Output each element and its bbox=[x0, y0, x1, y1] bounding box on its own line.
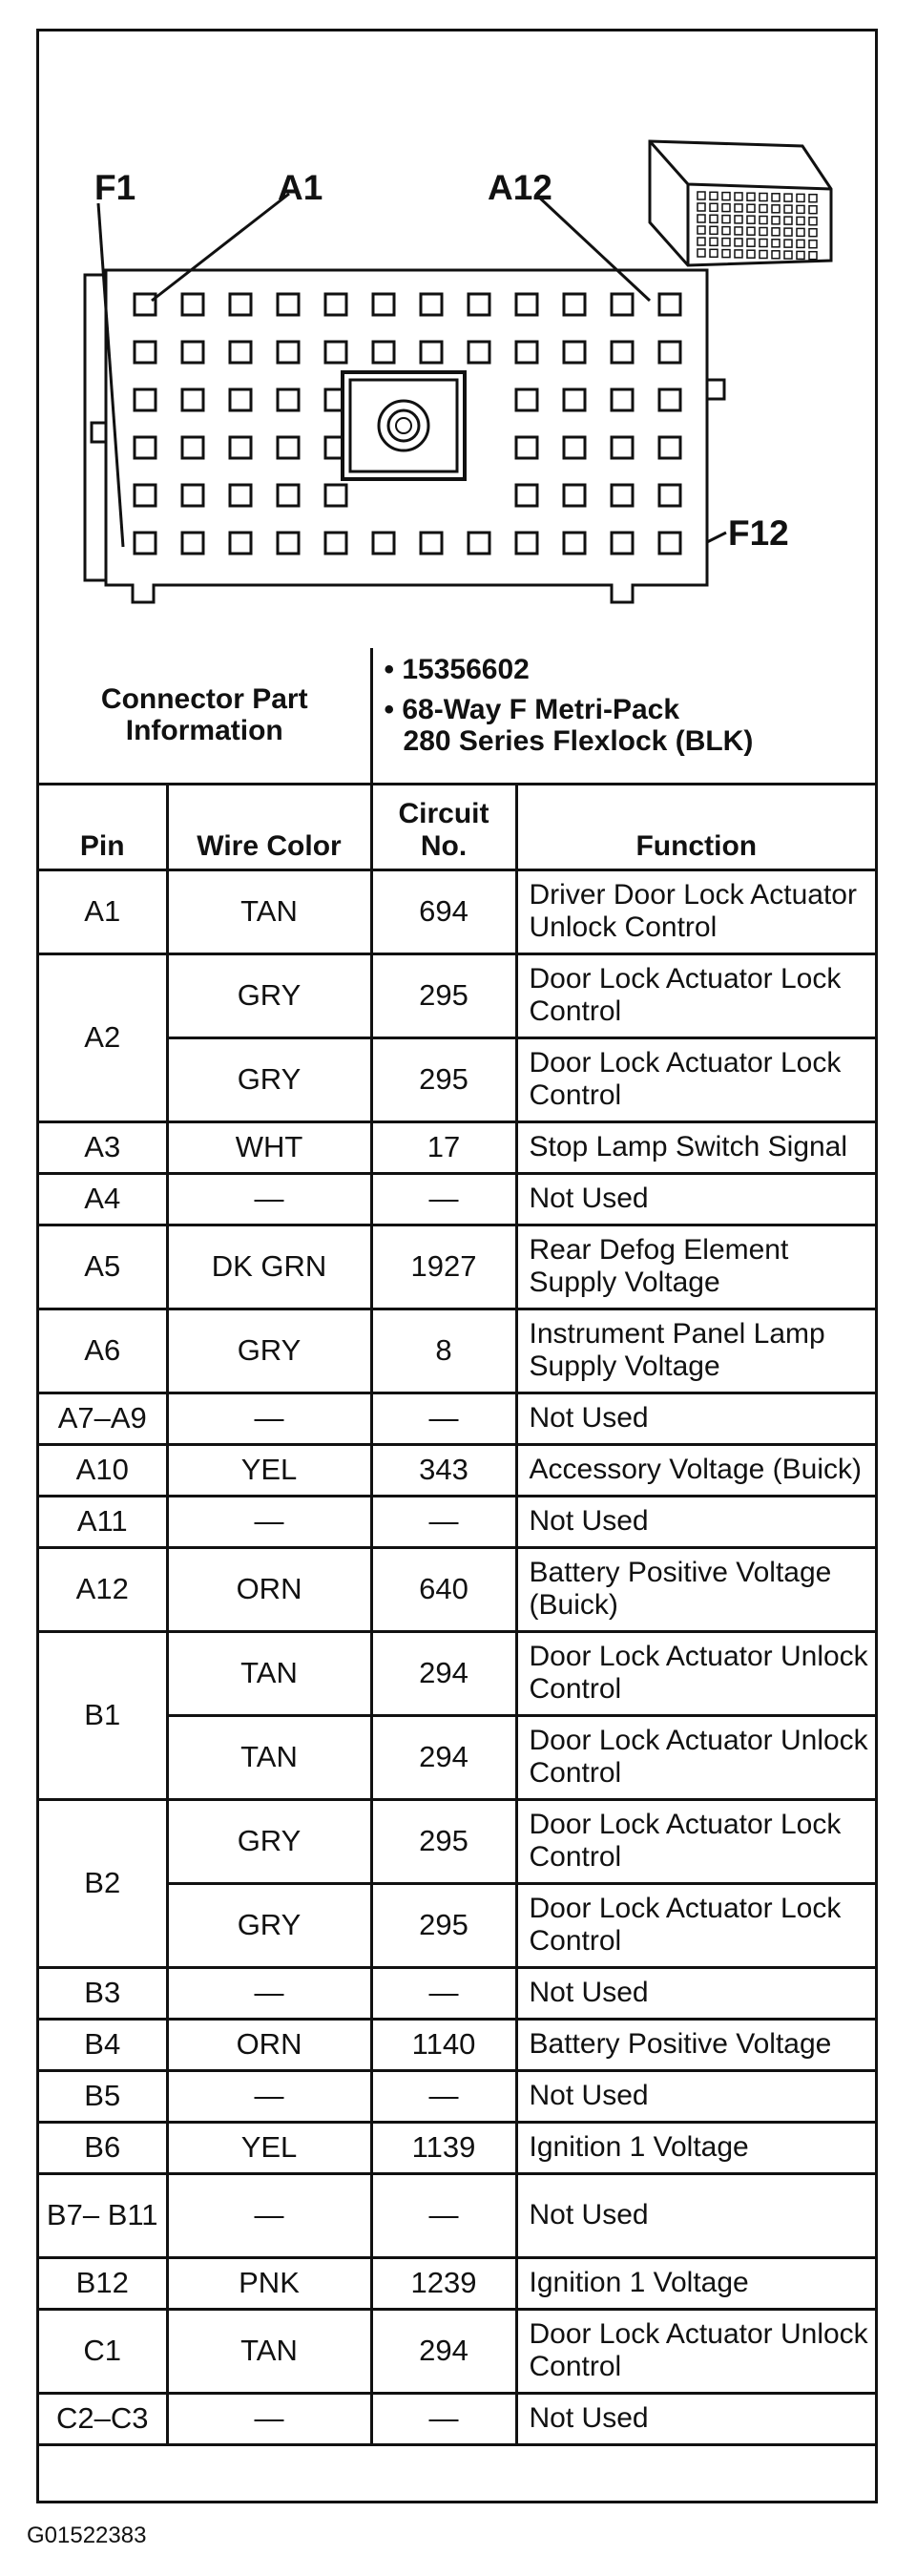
pin-cell: A3 bbox=[39, 1121, 167, 1173]
cavity bbox=[516, 294, 537, 315]
cavity bbox=[135, 485, 156, 506]
circuit-cell: — bbox=[371, 1967, 516, 2019]
function-cell: Accessory Voltage (Buick) bbox=[516, 1444, 875, 1496]
wire-color-cell: GRY bbox=[167, 1883, 371, 1967]
circuit-cell: 694 bbox=[371, 869, 516, 953]
circuit-cell: 1139 bbox=[371, 2122, 516, 2173]
circuit-cell: 1927 bbox=[371, 1225, 516, 1309]
function-cell: Not Used bbox=[516, 1967, 875, 2019]
function-cell: Instrument Panel Lamp Supply Voltage bbox=[516, 1309, 875, 1393]
cavity bbox=[659, 437, 680, 458]
function-cell: Not Used bbox=[516, 1173, 875, 1225]
table-row bbox=[39, 869, 875, 953]
cavity bbox=[230, 485, 251, 506]
pin-cell: C1 bbox=[39, 2309, 167, 2393]
wire-color-cell: — bbox=[167, 1393, 371, 1444]
table-row bbox=[39, 1547, 875, 1631]
wire-color-cell: — bbox=[167, 2070, 371, 2122]
pin-cell: B3 bbox=[39, 1967, 167, 2019]
circuit-cell: 1239 bbox=[371, 2257, 516, 2309]
header-wire-color: Wire Color bbox=[167, 784, 371, 869]
wire-color-cell: GRY bbox=[167, 1799, 371, 1883]
table-row bbox=[39, 1496, 875, 1547]
function-cell: Door Lock Actuator Lock Control bbox=[516, 1799, 875, 1883]
connector-iso-icon bbox=[650, 141, 831, 265]
cavity bbox=[325, 533, 346, 554]
callout-f1: F1 bbox=[94, 168, 136, 207]
part-description-1: 68-Way F Metri-Pack bbox=[402, 693, 680, 725]
pin-cell: A1 bbox=[39, 869, 167, 953]
function-cell: Ignition 1 Voltage bbox=[516, 2122, 875, 2173]
cavity bbox=[564, 485, 585, 506]
table-row bbox=[39, 2122, 875, 2173]
cavity bbox=[659, 389, 680, 410]
cavity bbox=[230, 294, 251, 315]
function-cell: Not Used bbox=[516, 2070, 875, 2122]
circuit-cell: 1140 bbox=[371, 2019, 516, 2070]
part-number: 15356602 bbox=[402, 654, 530, 685]
circuit-cell: 294 bbox=[371, 1715, 516, 1799]
wire-color-cell: YEL bbox=[167, 1444, 371, 1496]
pin-cell: A7–A9 bbox=[39, 1393, 167, 1444]
connector-part-info: • 15356602 • 68-Way F Metri-Pack 280 Series Flexlock (BLK) bbox=[371, 648, 875, 784]
pin-cell: A12 bbox=[39, 1547, 167, 1631]
header-circuit-no: Circuit No. bbox=[371, 784, 516, 869]
table-row bbox=[39, 1799, 875, 1883]
wire-color-cell: PNK bbox=[167, 2257, 371, 2309]
circuit-cell: — bbox=[371, 2393, 516, 2444]
circuit-cell: — bbox=[371, 2070, 516, 2122]
circuit-cell: 8 bbox=[371, 1309, 516, 1393]
cavity bbox=[278, 342, 299, 363]
connector-sheet bbox=[36, 29, 878, 2503]
cavity bbox=[468, 342, 489, 363]
pin-cell: B12 bbox=[39, 2257, 167, 2309]
circuit-cell: — bbox=[371, 1496, 516, 1547]
pin-cell: B6 bbox=[39, 2122, 167, 2173]
table-row bbox=[39, 2173, 875, 2257]
cavity bbox=[659, 485, 680, 506]
cavity bbox=[278, 294, 299, 315]
wire-color-cell: ORN bbox=[167, 2019, 371, 2070]
function-cell: Not Used bbox=[516, 1496, 875, 1547]
wire-color-cell: WHT bbox=[167, 1121, 371, 1173]
cavity bbox=[135, 533, 156, 554]
function-cell: Not Used bbox=[516, 2173, 875, 2257]
function-cell: Door Lock Actuator Unlock Control bbox=[516, 1715, 875, 1799]
function-cell: Door Lock Actuator Unlock Control bbox=[516, 1631, 875, 1715]
callout-f12: F12 bbox=[728, 513, 789, 553]
cavity bbox=[278, 485, 299, 506]
cavity bbox=[516, 485, 537, 506]
pin-cell: A4 bbox=[39, 1173, 167, 1225]
function-cell: Door Lock Actuator Unlock Control bbox=[516, 2309, 875, 2393]
circuit-cell: 640 bbox=[371, 1547, 516, 1631]
cavity bbox=[564, 342, 585, 363]
table-row bbox=[39, 2309, 875, 2393]
part-description-2: 280 Series Flexlock (BLK) bbox=[403, 725, 754, 758]
connector-info-label: Connector Part Information bbox=[39, 648, 371, 784]
cavity bbox=[564, 437, 585, 458]
function-cell: Battery Positive Voltage bbox=[516, 2019, 875, 2070]
pin-cell: A5 bbox=[39, 1225, 167, 1309]
pin-cell: B2 bbox=[39, 1799, 167, 1967]
pinout-table bbox=[39, 648, 875, 2446]
circuit-cell: 295 bbox=[371, 1883, 516, 1967]
wire-color-cell: GRY bbox=[167, 1309, 371, 1393]
table-row bbox=[39, 953, 875, 1037]
function-cell: Door Lock Actuator Lock Control bbox=[516, 1037, 875, 1121]
cavity bbox=[182, 342, 203, 363]
circuit-cell: 343 bbox=[371, 1444, 516, 1496]
cavity bbox=[421, 533, 442, 554]
circuit-cell: 17 bbox=[371, 1121, 516, 1173]
table-row bbox=[39, 1309, 875, 1393]
cavity bbox=[421, 342, 442, 363]
wire-color-cell: GRY bbox=[167, 1037, 371, 1121]
cavity bbox=[182, 437, 203, 458]
header-pin: Pin bbox=[39, 784, 167, 869]
cavity bbox=[278, 389, 299, 410]
cavity bbox=[564, 389, 585, 410]
circuit-cell: — bbox=[371, 1173, 516, 1225]
cavity bbox=[230, 342, 251, 363]
cavity bbox=[373, 294, 394, 315]
wire-color-cell: — bbox=[167, 1496, 371, 1547]
wire-color-cell: — bbox=[167, 1173, 371, 1225]
function-cell: Not Used bbox=[516, 2393, 875, 2444]
circuit-cell: 295 bbox=[371, 1799, 516, 1883]
table-row bbox=[39, 2019, 875, 2070]
pin-cell: C2–C3 bbox=[39, 2393, 167, 2444]
cavity bbox=[659, 342, 680, 363]
table-row bbox=[39, 1967, 875, 2019]
pin-cell: A2 bbox=[39, 953, 167, 1121]
pin-cell: A6 bbox=[39, 1309, 167, 1393]
cavity bbox=[516, 437, 537, 458]
cavity bbox=[182, 533, 203, 554]
function-cell: Not Used bbox=[516, 1393, 875, 1444]
wire-color-cell: — bbox=[167, 2393, 371, 2444]
function-cell: Battery Positive Voltage (Buick) bbox=[516, 1547, 875, 1631]
table-row bbox=[39, 2393, 875, 2444]
cavity bbox=[135, 389, 156, 410]
wire-color-cell: DK GRN bbox=[167, 1225, 371, 1309]
table-row bbox=[39, 1393, 875, 1444]
cavity bbox=[612, 342, 633, 363]
wire-color-cell: — bbox=[167, 1967, 371, 2019]
cavity bbox=[468, 294, 489, 315]
cavity bbox=[516, 533, 537, 554]
wire-color-cell: YEL bbox=[167, 2122, 371, 2173]
circuit-cell: 294 bbox=[371, 2309, 516, 2393]
pin-cell: B4 bbox=[39, 2019, 167, 2070]
cavity bbox=[516, 389, 537, 410]
table-row bbox=[39, 1225, 875, 1309]
cavity bbox=[230, 437, 251, 458]
cavity bbox=[325, 485, 346, 506]
callout-a1: A1 bbox=[278, 168, 323, 207]
cavity bbox=[659, 294, 680, 315]
table-row bbox=[39, 1121, 875, 1173]
function-cell: Rear Defog Element Supply Voltage bbox=[516, 1225, 875, 1309]
cavity bbox=[135, 342, 156, 363]
header-function: Function bbox=[516, 784, 875, 869]
cavity bbox=[516, 342, 537, 363]
circuit-cell: 295 bbox=[371, 953, 516, 1037]
cavity bbox=[278, 533, 299, 554]
figure-code: G01522383 bbox=[27, 2523, 147, 2548]
pin-cell: B5 bbox=[39, 2070, 167, 2122]
circuit-cell: — bbox=[371, 2173, 516, 2257]
wire-color-cell: TAN bbox=[167, 869, 371, 953]
connector-diagram bbox=[39, 31, 875, 648]
cavity bbox=[182, 485, 203, 506]
function-cell: Driver Door Lock Actuator Unlock Control bbox=[516, 869, 875, 953]
table-row bbox=[39, 1631, 875, 1715]
cavity bbox=[278, 437, 299, 458]
pin-cell: A11 bbox=[39, 1496, 167, 1547]
function-cell: Door Lock Actuator Lock Control bbox=[516, 953, 875, 1037]
cavity bbox=[612, 533, 633, 554]
wire-color-cell: GRY bbox=[167, 953, 371, 1037]
cavity bbox=[230, 389, 251, 410]
cavity bbox=[325, 342, 346, 363]
cavity bbox=[564, 533, 585, 554]
table-row bbox=[39, 2070, 875, 2122]
cavity bbox=[612, 485, 633, 506]
cavity bbox=[325, 294, 346, 315]
cavity bbox=[135, 437, 156, 458]
wire-color-cell: — bbox=[167, 2173, 371, 2257]
cavity bbox=[564, 294, 585, 315]
pin-cell: B7– B11 bbox=[39, 2173, 167, 2257]
connector-face-drawing bbox=[39, 31, 875, 648]
wire-color-cell: TAN bbox=[167, 2309, 371, 2393]
cavity bbox=[612, 294, 633, 315]
cavity bbox=[373, 533, 394, 554]
cavity bbox=[182, 294, 203, 315]
table-row bbox=[39, 1173, 875, 1225]
wire-color-cell: TAN bbox=[167, 1631, 371, 1715]
function-cell: Ignition 1 Voltage bbox=[516, 2257, 875, 2309]
cavity bbox=[468, 533, 489, 554]
cavity bbox=[612, 437, 633, 458]
circuit-cell: 295 bbox=[371, 1037, 516, 1121]
pin-cell: A10 bbox=[39, 1444, 167, 1496]
wire-color-cell: TAN bbox=[167, 1715, 371, 1799]
wire-color-cell: ORN bbox=[167, 1547, 371, 1631]
callout-a12: A12 bbox=[488, 168, 552, 207]
circuit-cell: — bbox=[371, 1393, 516, 1444]
function-cell: Stop Lamp Switch Signal bbox=[516, 1121, 875, 1173]
pin-cell: B1 bbox=[39, 1631, 167, 1799]
cavity bbox=[182, 389, 203, 410]
cavity bbox=[612, 389, 633, 410]
cavity bbox=[421, 294, 442, 315]
table-row bbox=[39, 2257, 875, 2309]
cavity bbox=[230, 533, 251, 554]
table-row bbox=[39, 1444, 875, 1496]
circuit-cell: 294 bbox=[371, 1631, 516, 1715]
function-cell: Door Lock Actuator Lock Control bbox=[516, 1883, 875, 1967]
cavity bbox=[659, 533, 680, 554]
cavity bbox=[135, 294, 156, 315]
cavity bbox=[373, 342, 394, 363]
